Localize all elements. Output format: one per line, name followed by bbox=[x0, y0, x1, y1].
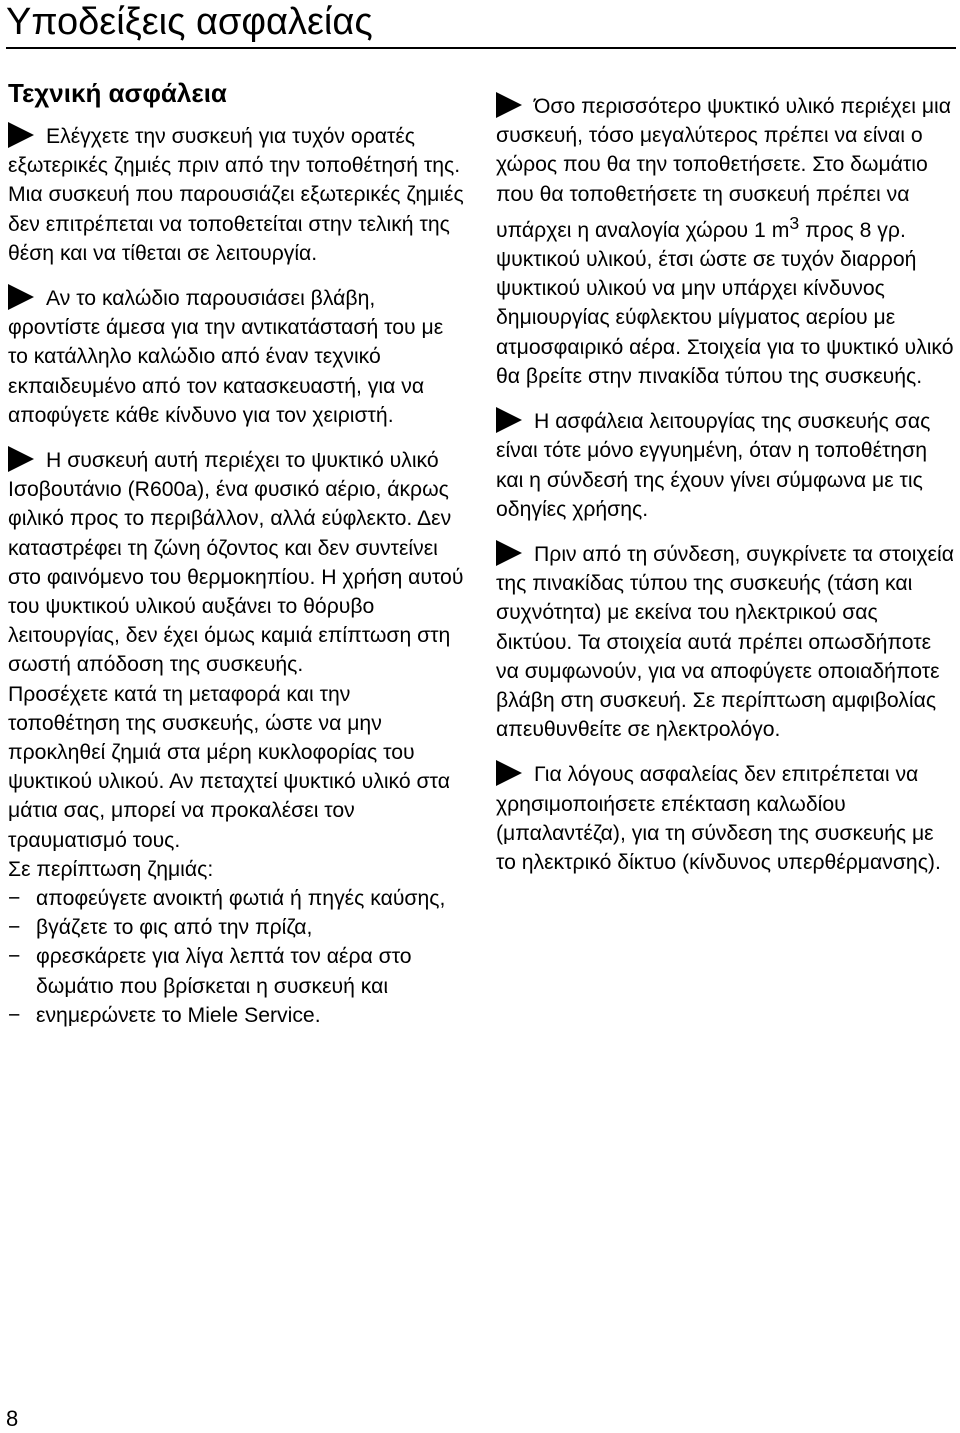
left-column bbox=[8, 72, 468, 1030]
dash-marker: − bbox=[8, 916, 21, 940]
paragraph-text: Η ασφάλεια λειτουργίας της συσκευής σας είναι τότε μόνο εγγυημένη, όταν η τοποθέτηση και η σύνδεσή της έχουν γίνει σύμφωνα με τις οδηγίες χρήσης. bbox=[496, 410, 931, 521]
paragraph-text: Αν το καλώδιο παρουσιάσει βλάβη, φροντίστε άμεσα για την αντικατάστασή του με το κατάλληλο καλώδιο από έναν τεχνικό εκπαιδευμένο από τον κατασκευαστή, για να αποφύγετε κάθε κίνδυνο για τον χειριστή. bbox=[8, 287, 444, 427]
paragraph-transport: Προσέχετε κατά τη μεταφορά και την τοποθέτηση της συσκευής, ώστε να μην προκληθεί ζημιά στα μέρη κυκλοφορίας του ψυκτικού υλικού. Αν πεταχτεί ψυκτικό υλικό στα μάτια σας, μπορεί να προκαλέσει τον τραυματισμό τους. bbox=[8, 682, 450, 852]
page-number: 8 bbox=[6, 1406, 19, 1431]
bullet-triangle-icon bbox=[8, 284, 34, 310]
title-divider bbox=[6, 47, 956, 49]
dash-marker: − bbox=[8, 1003, 21, 1027]
list-item: − φρεσκάρετε για λίγα λεπτά τον αέρα στο δωμάτιο που βρίσκεται η συσκευή και bbox=[8, 942, 468, 1000]
paragraph-text: Ελέγχετε την συσκευή για τυχόν ορατές εξωτερικές ζημιές πριν από την τοποθέτησή της. bbox=[8, 125, 461, 178]
list-item: − αποφεύγετε ανοικτή φωτιά ή πηγές καύσης, bbox=[8, 884, 468, 913]
damage-steps-list bbox=[8, 884, 468, 1030]
paragraph-text: Η συσκευή αυτή περιέχει το ψυκτικό υλικό Ισοβουτάνιο (R600a), ένα φυσικό αέριο, άκρως φιλικό προς το περιβάλλον, αλλά εύφλεκτο. Δεν καταστρέφει τη ζώνη όζοντος και δεν συντείνει στο φαινόμενο του θερμοκηπίου. Η χρήση αυτού του ψυκτικού υλικού αυξάνει το θόρυβο λειτουργίας, δεν έχει όμως καμιά επίπτωση στη σωστή απόδοση της συσκευής. bbox=[8, 449, 464, 677]
paragraph-text: Όσο περισσότερο ψυκτικό υλικό περιέχει μια συσκευή, τόσο μεγαλύτερος πρέπει να είναι ο χώρος που θα την τοποθετήσετε. Στο δωμάτιο που θα τοποθετήσετε τη συσκευή πρέπει να υπάρχει η αναλογία χώρου 1 m bbox=[496, 95, 952, 242]
paragraph-inspection bbox=[8, 122, 468, 180]
bullet-triangle-icon bbox=[8, 446, 34, 472]
page-title: Υποδείξεις ασφαλείας bbox=[6, 1, 373, 43]
bullet-triangle-icon bbox=[8, 122, 34, 148]
dash-marker: − bbox=[8, 945, 21, 969]
paragraph-operating-safety bbox=[496, 407, 954, 524]
paragraph-text: Για λόγους ασφαλείας δεν επιτρέπεται να χρησιμοποιήσετε επέκταση καλωδίου (μπαλαντέζα), για τη σύνδεση της συσκευής με το ηλεκτρικό δίκτυο (κίνδυνος υπερθέρμανσης). bbox=[496, 763, 941, 874]
bullet-triangle-icon bbox=[496, 760, 522, 786]
paragraph-room-size bbox=[496, 92, 954, 391]
damage-intro: Σε περίπτωση ζημιάς: bbox=[8, 857, 214, 881]
bullet-triangle-icon bbox=[496, 540, 522, 566]
paragraph-damaged-appliance: Μια συσκευή που παρουσιάζει εξωτερικές ζημιές δεν επιτρέπεται να τοποθετείται στην τελική της θέση και να τίθεται σε λειτουργία. bbox=[8, 183, 464, 265]
bullet-triangle-icon bbox=[496, 92, 522, 118]
paragraph-refrigerant bbox=[8, 446, 468, 680]
bullet-triangle-icon bbox=[496, 407, 522, 433]
list-item: − ενημερώνετε το Miele Service. bbox=[8, 1001, 468, 1030]
paragraph-extension-cable bbox=[496, 760, 954, 877]
paragraph-cable bbox=[8, 284, 468, 430]
list-item: − βγάζετε το φις από την πρίζα, bbox=[8, 913, 468, 942]
right-column bbox=[496, 92, 954, 893]
superscript: 3 bbox=[789, 212, 800, 233]
section-heading: Τεχνική ασφάλεια bbox=[8, 78, 227, 108]
dash-marker: − bbox=[8, 887, 21, 911]
paragraph-text: Πριν από τη σύνδεση, συγκρίνετε τα στοιχεία της πινακίδας τύπου της συσκευής (τάση και συχνότητα) με εκείνα του ηλεκτρικού σας δικτύου. Τα στοιχεία αυτά πρέπει οπωσδήποτε να συμφωνούν, για να αποφύγετε οποιαδήποτε βλάβη στη συσκευή. Σε περίπτωση αμφιβολίας απευθυνθείτε σε ηλεκτρολόγο. bbox=[496, 542, 954, 742]
paragraph-connection-check bbox=[496, 540, 954, 744]
paragraph-text-cont: προς 8 γρ. ψυκτικού υλικού, έτσι ώστε σε τυχόν διαρροή ψυκτικού υλικού να μην υπάρχει κίνδυνος δημιουργίας εύφλεκτου μίγματος αερίου με ατμοσφαιρικό αέρα. Στοιχεία για το ψυκτικό υλικό θα βρείτε στην πινακίδα τύπου της συσκευής. bbox=[496, 218, 954, 388]
